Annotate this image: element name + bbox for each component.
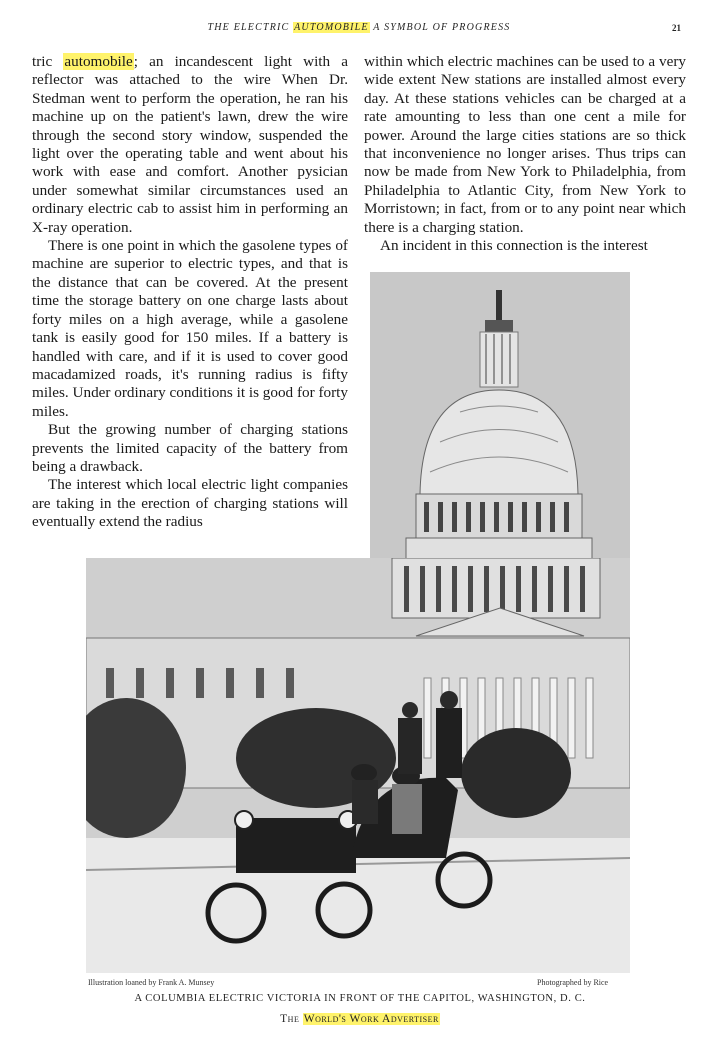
left-paragraph-1 — [32, 53, 348, 237]
right-column — [364, 53, 686, 255]
right-paragraph-2: An incident in this connection is the interest — [380, 237, 648, 255]
left-column — [32, 53, 348, 532]
running-head-highlight: AUTOMOBILE — [294, 22, 369, 33]
right-paragraph-1: within which electric machines can be used to a very wide extent New stations are installed almost every day. At these stations vehicles can be charged at a rate amounting to less than one cent a mile for power. Around the large cities stations are so thick that inconvenience no longer arises. Thus trips can now be made from New York to Philadelphia, from Philadelphia to Atlantic City, from New York to Morristown; in fact, from or to any point near which there is a charging station. — [364, 53, 686, 236]
photo-capitol-dome — [370, 272, 630, 562]
automobile-highlight: automobile — [64, 53, 133, 70]
page-footer — [40, 1013, 680, 1025]
page-number: 21 — [672, 23, 681, 33]
footer-highlight: World's Work Advertiser — [303, 1013, 439, 1025]
photo-credit-left: Illustration loaned by Frank A. Munsey — [88, 978, 215, 987]
photo-caption: A COLUMBIA ELECTRIC VICTORIA IN FRONT OF THE CAPITOL, WASHINGTON, D. C. — [134, 993, 586, 1004]
running-head-before: THE ELECTRIC — [207, 22, 294, 33]
photo-credit-right: Photographed by Rice — [537, 978, 609, 987]
left-p1-text: ; an incandescent light with a reflector was attached to the wire When Dr. Stedman went to perform the operation, he ran his machine up on the patient's lawn, drew the wire through the second story window, suspended the light over the operating table and went about his work with ease and comfort. Another pysician under somewhat similar circumstances used an ordinary electric cab to assist him in performing an X-ray operation. — [32, 53, 348, 236]
photo-capitol-car — [86, 558, 630, 973]
running-head-after: A SYMBOL OF PROGRESS — [369, 22, 511, 33]
running-head — [32, 22, 686, 33]
left-p1-prefix: tric — [32, 53, 64, 70]
left-paragraph-4: The interest which local electric light companies are taking in the erection of charging stations will eventually extend the radius — [32, 476, 348, 531]
left-paragraph-2: There is one point in which the gasolene types of machine are superior to electric types, and that is the distance that can be covered. At the present time the storage battery on one charge lasts about forty miles on a high average, while a gasolene tank is easily good for 150 miles. If a battery is handled with care, and if it is used to cover good macadamized roads, it's running radius is fifty miles. Under ordinary conditions it is good for forty miles. — [32, 237, 348, 420]
footer-prefix: The — [280, 1013, 303, 1025]
left-paragraph-3: But the growing number of charging stations prevents the limited capacity of the battery from being a drawback. — [32, 421, 348, 475]
